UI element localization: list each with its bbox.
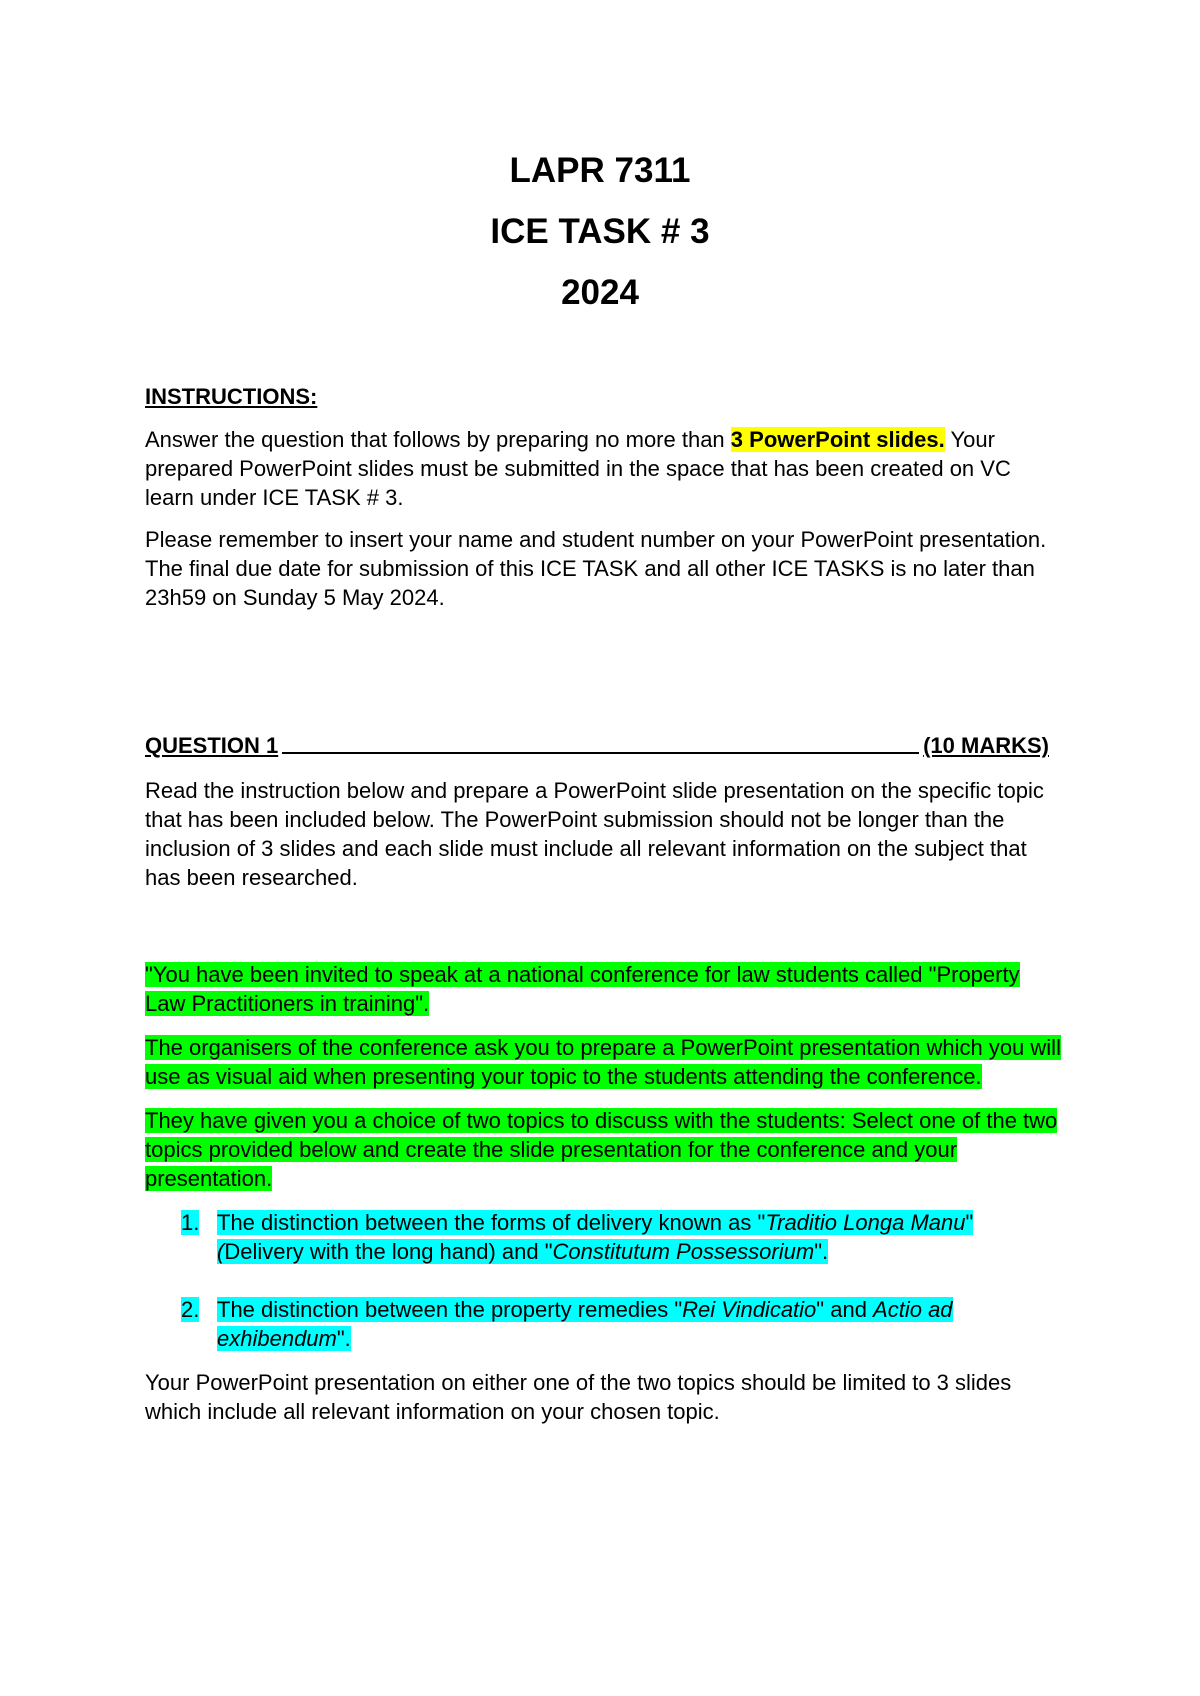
question-marks: (10 MARKS) — [923, 733, 1049, 758]
instructions-p1-after: Your prepared PowerPoint slides must be submitted in the space that has been created on VC learn under ICE TASK # 3. — [145, 427, 1011, 510]
closing-paragraph: Your PowerPoint presentation on either one of the two topics should be limited to 3 slides which include all relevant information on your chosen topic. — [145, 1370, 1012, 1424]
content — [145, 382, 1065, 1426]
scenario-3-highlight: They have given you a choice of two topics to discuss with the students: Select one of the two topics provided below and create the slide presentation for the conference and your presentation. — [145, 1108, 1058, 1191]
topic-text: The distinction between the forms of delivery known as "Traditio Longa Manu" (Delivery with the long hand) and "Constitutum Possessorium". — [217, 1210, 974, 1264]
topic-number: 1. — [181, 1210, 200, 1235]
course-code: LAPR 7311 — [509, 151, 691, 190]
scenario-2-highlight: The organisers of the conference ask you to prepare a PowerPoint presentation which you will use as visual aid when presenting your topic to the students attending the conference. — [145, 1035, 1061, 1089]
slide-limit-highlight: 3 PowerPoint slides. — [730, 427, 945, 452]
scenario-paragraph-3 — [145, 1106, 1065, 1193]
instructions-paragraph-2: Please remember to insert your name and student number on your PowerPoint presentation. The final due date for submission of this ICE TASK and all other ICE TASKS is no later than 23h59 on Sunday 5 May 2024. — [145, 527, 1047, 610]
topic-item-2 — [181, 1295, 1065, 1353]
scenario-paragraph-2 — [145, 1033, 1065, 1091]
question-heading — [145, 731, 1049, 760]
scenario-paragraph-1 — [145, 960, 1065, 1018]
instructions-heading: INSTRUCTIONS: — [145, 384, 318, 409]
task-title: ICE TASK # 3 — [490, 212, 710, 251]
question-label: QUESTION 1 — [145, 733, 279, 758]
year: 2024 — [561, 273, 639, 312]
heading-rule — [282, 731, 919, 754]
instructions-paragraph-1 — [145, 425, 1065, 512]
topic-number: 2. — [181, 1297, 200, 1322]
topic-item-1 — [181, 1208, 1065, 1266]
question-intro: Read the instruction below and prepare a PowerPoint slide presentation on the specific topic that has been included below. The PowerPoint submission should not be longer than the inclusion of 3 slides and each slide must include all relevant information on the subject that has been researched. — [145, 778, 1044, 890]
topic-text: The distinction between the property remedies "Rei Vindicatio" and Actio ad exhibendum". — [217, 1297, 953, 1351]
scenario-1-highlight: "You have been invited to speak at a national conference for law students called "Property Law Practitioners in training". — [145, 962, 1020, 1016]
title-block — [0, 140, 1200, 323]
instructions-p1-before: Answer the question that follows by preparing no more than — [145, 427, 731, 452]
